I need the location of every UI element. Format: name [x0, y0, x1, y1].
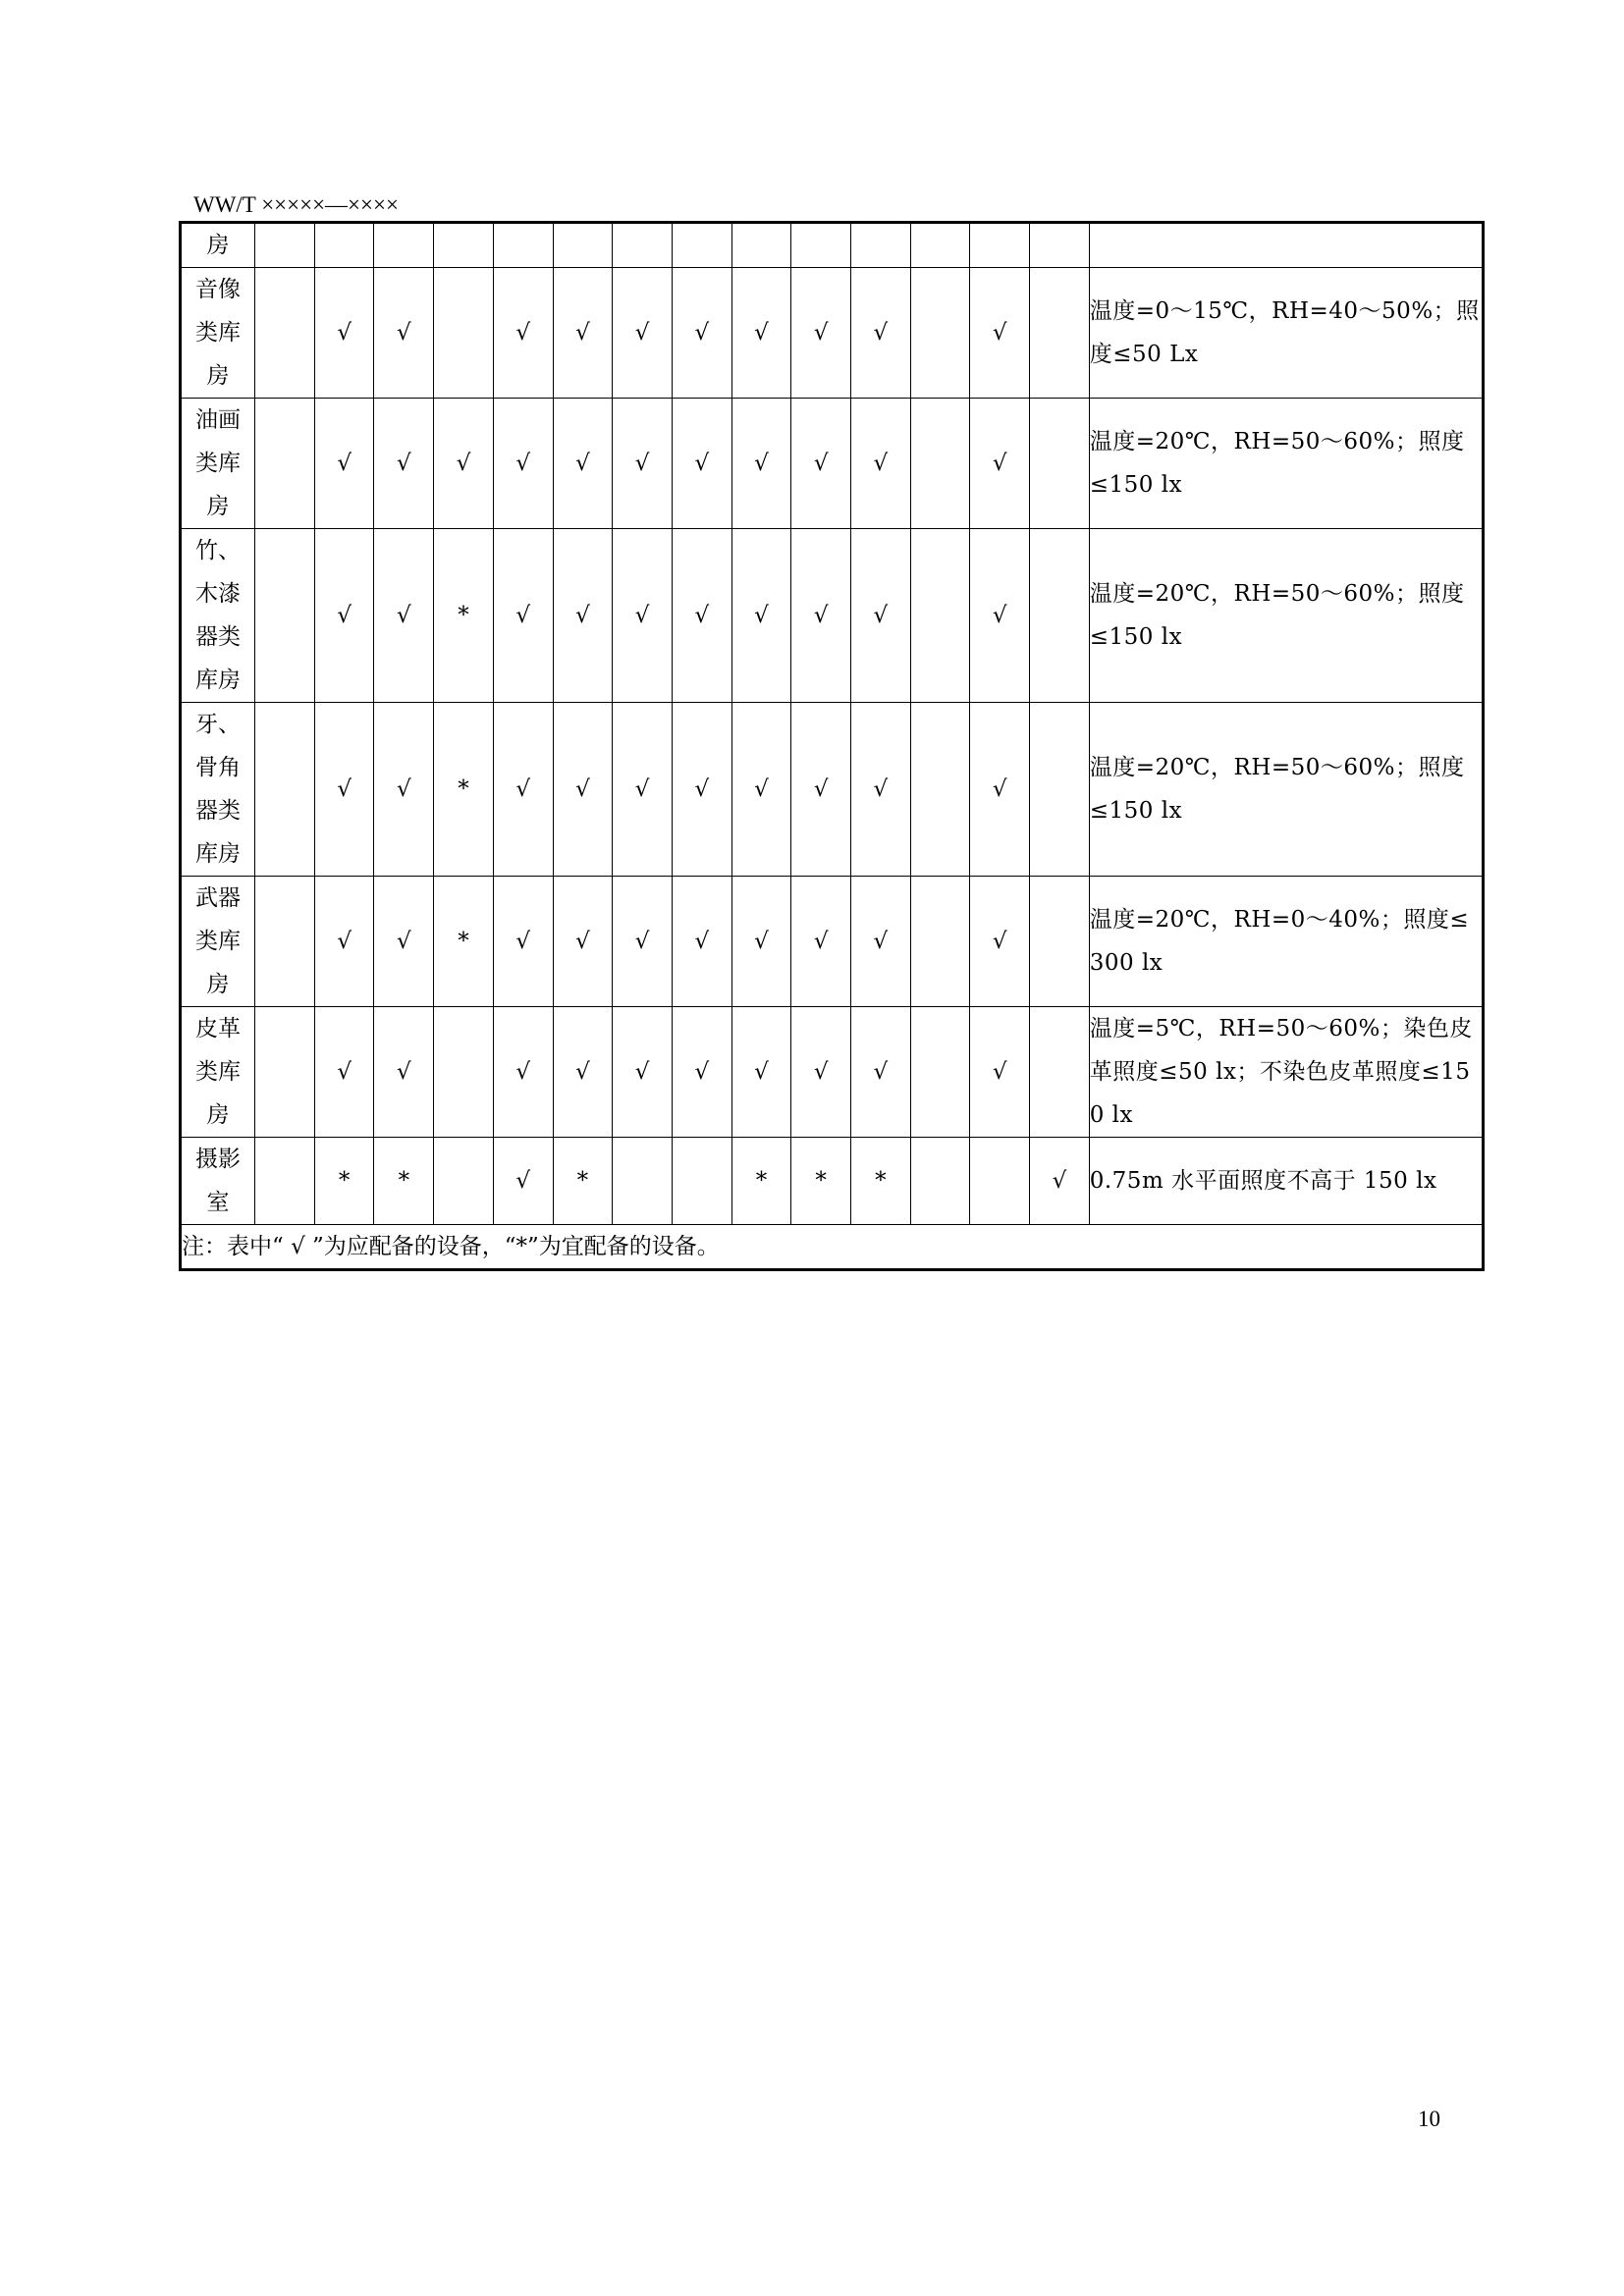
- room-name-cell: 油画类库房: [181, 399, 255, 529]
- equipment-mark-cell: √: [314, 268, 374, 399]
- equipment-mark-cell: √: [1030, 1138, 1090, 1225]
- equipment-mark-cell: [255, 223, 315, 268]
- table-row: [181, 703, 1484, 877]
- table-body: [181, 223, 1484, 1225]
- equipment-mark-cell: *: [553, 1138, 613, 1225]
- equipment-mark-cell: √: [970, 877, 1030, 1007]
- equipment-mark-cell: [970, 1138, 1030, 1225]
- equipment-mark-cell: √: [434, 399, 494, 529]
- equipment-mark-cell: √: [791, 268, 851, 399]
- equipment-mark-cell: [255, 529, 315, 703]
- equipment-mark-cell: √: [672, 1007, 731, 1138]
- equipment-mark-cell: √: [672, 703, 731, 877]
- equipment-mark-cell: √: [791, 529, 851, 703]
- equipment-mark-cell: √: [970, 268, 1030, 399]
- equipment-mark-cell: √: [553, 1007, 613, 1138]
- equipment-mark-cell: *: [374, 1138, 434, 1225]
- equipment-mark-cell: [493, 223, 553, 268]
- equipment-mark-cell: [1030, 223, 1090, 268]
- room-name-cell: 武器类库房: [181, 877, 255, 1007]
- equipment-mark-cell: √: [970, 399, 1030, 529]
- equipment-mark-cell: √: [672, 529, 731, 703]
- equipment-mark-cell: √: [731, 1007, 791, 1138]
- equipment-mark-cell: [1030, 877, 1090, 1007]
- equipment-mark-cell: [731, 223, 791, 268]
- equipment-mark-cell: √: [791, 1007, 851, 1138]
- equipment-mark-cell: [434, 268, 494, 399]
- equipment-mark-cell: √: [672, 877, 731, 1007]
- equipment-mark-cell: √: [314, 1007, 374, 1138]
- equipment-mark-cell: [434, 1007, 494, 1138]
- equipment-mark-cell: [434, 1138, 494, 1225]
- table-row: [181, 877, 1484, 1007]
- equipment-mark-cell: √: [731, 268, 791, 399]
- equipment-mark-cell: √: [374, 268, 434, 399]
- equipment-mark-cell: [910, 399, 970, 529]
- equipment-mark-cell: √: [374, 703, 434, 877]
- equipment-mark-cell: *: [791, 1138, 851, 1225]
- requirement-cell: 温度=5℃，RH=50～60%；染色皮革照度≤50 lx；不染色皮革照度≤150 lx: [1089, 1007, 1483, 1138]
- equipment-mark-cell: √: [493, 1138, 553, 1225]
- equipment-mark-cell: *: [434, 529, 494, 703]
- room-name-cell: 牙、骨角器类库房: [181, 703, 255, 877]
- equipment-mark-cell: [255, 399, 315, 529]
- equipment-mark-cell: [910, 223, 970, 268]
- equipment-mark-cell: *: [314, 1138, 374, 1225]
- equipment-mark-cell: [850, 223, 910, 268]
- equipment-mark-cell: √: [314, 399, 374, 529]
- equipment-mark-cell: *: [434, 877, 494, 1007]
- equipment-mark-cell: √: [493, 268, 553, 399]
- equipment-mark-cell: [910, 529, 970, 703]
- equipment-mark-cell: √: [672, 399, 731, 529]
- equipment-mark-cell: √: [791, 703, 851, 877]
- room-name-cell: 房: [181, 223, 255, 268]
- equipment-mark-cell: *: [850, 1138, 910, 1225]
- equipment-mark-cell: √: [731, 399, 791, 529]
- equipment-mark-cell: √: [314, 529, 374, 703]
- equipment-mark-cell: [255, 703, 315, 877]
- equipment-mark-cell: √: [493, 399, 553, 529]
- equipment-mark-cell: √: [493, 1007, 553, 1138]
- equipment-mark-cell: √: [970, 1007, 1030, 1138]
- equipment-mark-cell: [672, 1138, 731, 1225]
- equipment-mark-cell: √: [970, 529, 1030, 703]
- equipment-mark-cell: √: [374, 399, 434, 529]
- equipment-mark-cell: [374, 223, 434, 268]
- equipment-mark-cell: [255, 268, 315, 399]
- requirement-cell: 温度=0～15℃，RH=40～50%；照度≤50 Lx: [1089, 268, 1483, 399]
- table-note-row: [181, 1225, 1484, 1270]
- table-row: [181, 268, 1484, 399]
- equipment-mark-cell: [910, 1138, 970, 1225]
- room-name-cell: 音像类库房: [181, 268, 255, 399]
- table-row: [181, 1138, 1484, 1225]
- equipment-mark-cell: [791, 223, 851, 268]
- equipment-table: [179, 221, 1485, 1271]
- equipment-mark-cell: √: [613, 268, 673, 399]
- equipment-mark-cell: [255, 877, 315, 1007]
- equipment-mark-cell: [553, 223, 613, 268]
- equipment-mark-cell: [910, 268, 970, 399]
- equipment-mark-cell: √: [731, 529, 791, 703]
- equipment-mark-cell: [970, 223, 1030, 268]
- standard-code-header: WW/T ×××××—××××: [193, 192, 399, 217]
- equipment-mark-cell: [910, 703, 970, 877]
- equipment-mark-cell: [910, 877, 970, 1007]
- table-row: [181, 223, 1484, 268]
- equipment-mark-cell: √: [791, 399, 851, 529]
- equipment-mark-cell: *: [434, 703, 494, 877]
- equipment-mark-cell: √: [850, 268, 910, 399]
- equipment-mark-cell: √: [553, 703, 613, 877]
- table-row: [181, 399, 1484, 529]
- equipment-mark-cell: √: [314, 703, 374, 877]
- table-row: [181, 529, 1484, 703]
- equipment-mark-cell: *: [731, 1138, 791, 1225]
- equipment-mark-cell: [314, 223, 374, 268]
- equipment-mark-cell: √: [493, 877, 553, 1007]
- equipment-mark-cell: √: [613, 399, 673, 529]
- equipment-mark-cell: [1030, 268, 1090, 399]
- requirement-cell: 0.75m 水平面照度不高于 150 lx: [1089, 1138, 1483, 1225]
- table-note: 注：表中“ √ ”为应配备的设备，“*”为宜配备的设备。: [181, 1225, 1484, 1270]
- equipment-mark-cell: [1030, 399, 1090, 529]
- equipment-mark-cell: √: [493, 703, 553, 877]
- requirement-cell: [1089, 223, 1483, 268]
- equipment-mark-cell: [255, 1138, 315, 1225]
- equipment-mark-cell: √: [613, 877, 673, 1007]
- equipment-mark-cell: √: [850, 529, 910, 703]
- equipment-mark-cell: √: [850, 703, 910, 877]
- equipment-mark-cell: [672, 223, 731, 268]
- equipment-mark-cell: √: [374, 1007, 434, 1138]
- equipment-mark-cell: √: [553, 399, 613, 529]
- room-name-cell: 皮革类库房: [181, 1007, 255, 1138]
- requirement-cell: 温度=20℃，RH=50～60%；照度≤150 lx: [1089, 703, 1483, 877]
- equipment-mark-cell: [910, 1007, 970, 1138]
- room-name-cell: 竹、木漆器类库房: [181, 529, 255, 703]
- equipment-mark-cell: [255, 1007, 315, 1138]
- equipment-mark-cell: √: [672, 268, 731, 399]
- equipment-mark-cell: √: [374, 529, 434, 703]
- equipment-mark-cell: √: [850, 1007, 910, 1138]
- equipment-mark-cell: √: [613, 703, 673, 877]
- equipment-mark-cell: [1030, 703, 1090, 877]
- equipment-mark-cell: √: [553, 268, 613, 399]
- equipment-mark-cell: [434, 223, 494, 268]
- equipment-mark-cell: √: [850, 399, 910, 529]
- equipment-mark-cell: √: [731, 877, 791, 1007]
- equipment-mark-cell: √: [553, 529, 613, 703]
- equipment-mark-cell: √: [493, 529, 553, 703]
- page-number: 10: [1418, 2107, 1440, 2131]
- requirement-cell: 温度=20℃，RH=0～40%；照度≤300 lx: [1089, 877, 1483, 1007]
- equipment-mark-cell: √: [850, 877, 910, 1007]
- equipment-mark-cell: [1030, 1007, 1090, 1138]
- equipment-mark-cell: √: [613, 529, 673, 703]
- equipment-mark-cell: √: [731, 703, 791, 877]
- equipment-mark-cell: √: [970, 703, 1030, 877]
- equipment-mark-cell: √: [613, 1007, 673, 1138]
- room-name-cell: 摄影室: [181, 1138, 255, 1225]
- requirement-cell: 温度=20℃，RH=50～60%；照度≤150 lx: [1089, 399, 1483, 529]
- table-row: [181, 1007, 1484, 1138]
- equipment-mark-cell: [1030, 529, 1090, 703]
- equipment-mark-cell: √: [374, 877, 434, 1007]
- equipment-mark-cell: [613, 223, 673, 268]
- equipment-mark-cell: √: [314, 877, 374, 1007]
- equipment-mark-cell: √: [791, 877, 851, 1007]
- equipment-mark-cell: [613, 1138, 673, 1225]
- requirement-cell: 温度=20℃，RH=50～60%；照度≤150 lx: [1089, 529, 1483, 703]
- equipment-mark-cell: √: [553, 877, 613, 1007]
